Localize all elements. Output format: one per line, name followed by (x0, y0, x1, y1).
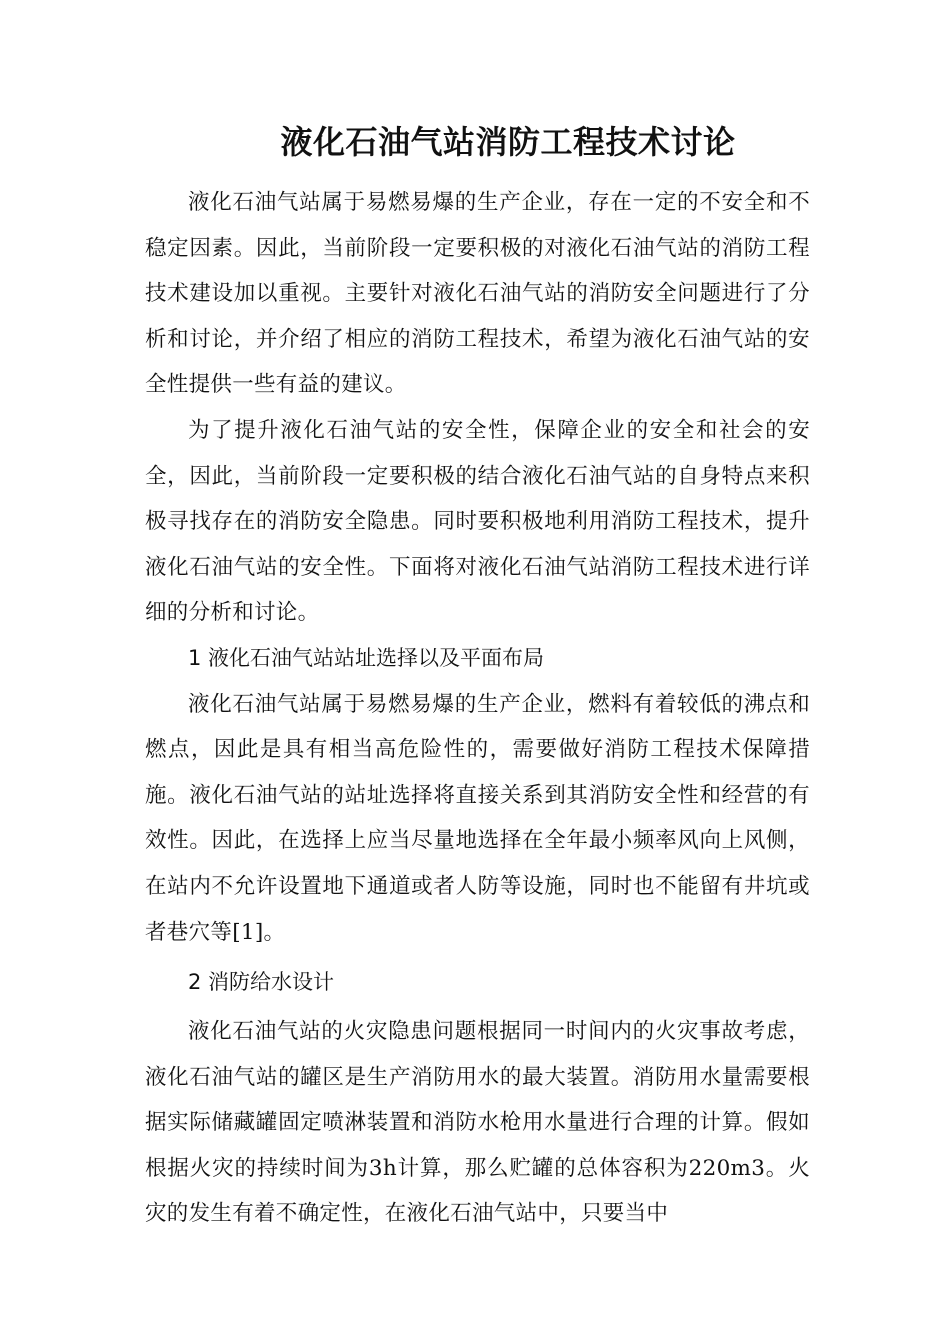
section-2-paragraph: 液化石油气站的火灾隐患问题根据同一时间内的火灾事故考虑，液化石油气站的罐区是生产消防用水的最大装置。消防用水量需要根据实际储藏罐固定喷淋装置和消防水枪用水量进行合理的计算。假如根据火灾的持续时间为3h计算，那么贮罐的总体容积为220m3。火灾的发生有着不确定性，在液化石油气站中，只要当中 (145, 1019, 810, 1227)
section-2-heading: 2 消防给水设计 (188, 970, 335, 995)
document-body (145, 180, 810, 1237)
section-1-heading: 1 液化石油气站站址选择以及平面布局 (188, 645, 545, 670)
intro-paragraph-1: 液化石油气站属于易燃易爆的生产企业，存在一定的不安全和不稳定因素。因此，当前阶段一定要积极的对液化石油气站的消防工程技术建设加以重视。主要针对液化石油气站的消防安全问题进行了分析和讨论，并介绍了相应的消防工程技术，希望为液化石油气站的安全性提供一些有益的建议。 (145, 190, 810, 398)
document-title: 液化石油气站消防工程技术讨论 (280, 123, 736, 161)
section-1-paragraph: 液化石油气站属于易燃易爆的生产企业，燃料有着较低的沸点和燃点，因此是具有相当高危险性的，需要做好消防工程技术保障措施。液化石油气站的站址选择将直接关系到其消防安全性和经营的有效性。因此，在选择上应当尽量地选择在全年最小频率风向上风侧，在站内不允许设置地下通道或者人防等设施，同时也不能留有井坑或者巷穴等[1]。 (145, 691, 810, 945)
intro-paragraph-2: 为了提升液化石油气站的安全性，保障企业的安全和社会的安全，因此，当前阶段一定要积极的结合液化石油气站的自身特点来积极寻找存在的消防安全隐患。同时要积极地利用消防工程技术，提升液化石油气站的安全性。下面将对液化石油气站消防工程技术进行详细的分析和讨论。 (145, 417, 810, 626)
